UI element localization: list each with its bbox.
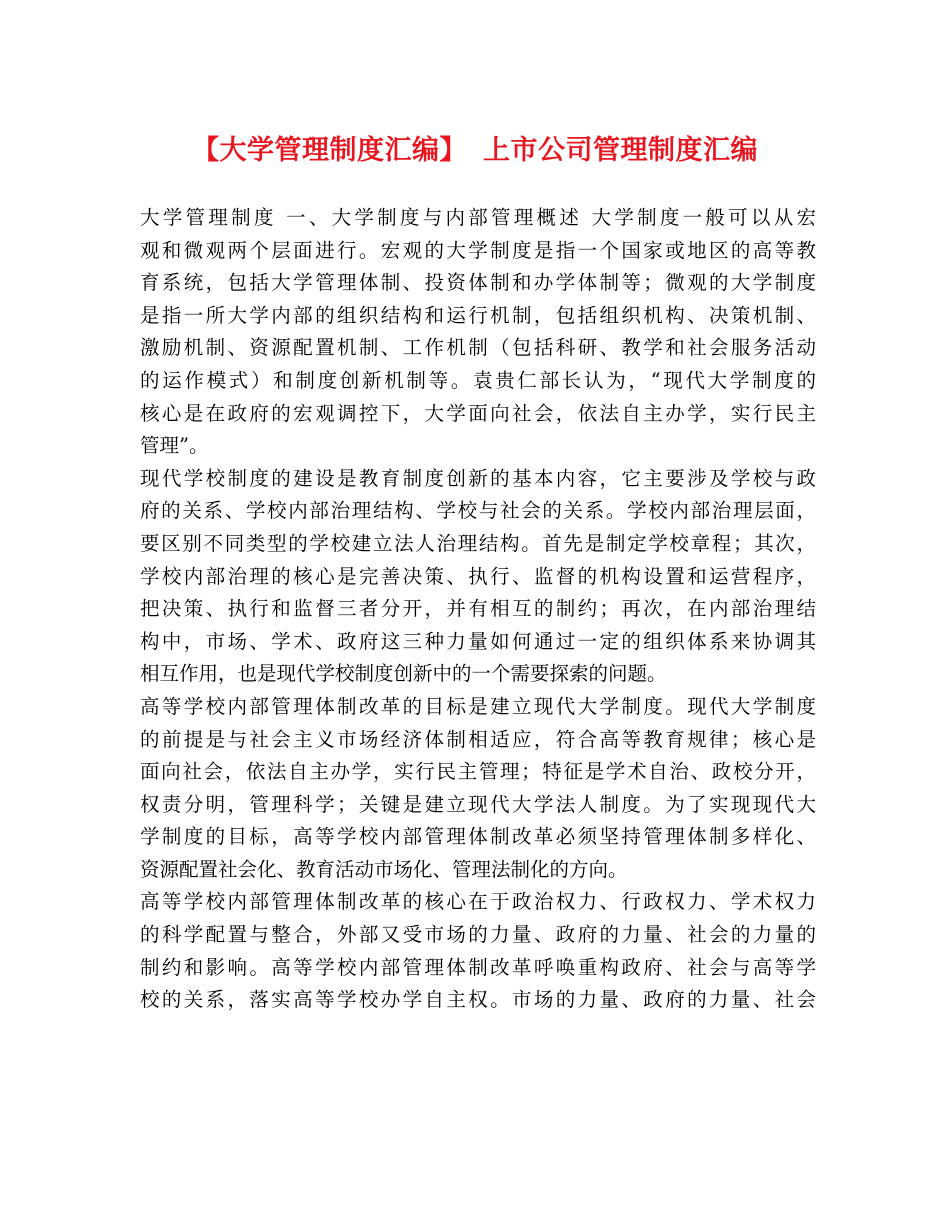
paragraph-4: [140, 886, 816, 1016]
text-line: 大学管理制度 一、大学制度与内部管理概述 大学制度一般可以从宏: [140, 206, 816, 229]
text-line: 要区别不同类型的学校建立法人治理结构。首先是制定学校章程；其次，: [140, 531, 816, 555]
text-line: 学校内部治理的核心是完善决策、执行、监督的机构设置和运营程序，: [140, 564, 816, 588]
paragraph-1: [140, 202, 816, 463]
text-line: 相互作用，也是现代学校制度创新中的一个需要探索的问题。: [140, 662, 667, 686]
text-line: 权责分明，管理科学；关键是建立现代大学法人制度。为了实现现代大: [140, 792, 816, 816]
text-line: 学制度的目标，高等学校内部管理体制改革必须坚持管理体制多样化、: [140, 825, 816, 849]
text-line: 高等学校内部管理体制改革的核心在于政治权力、行政权力、学术权力: [140, 890, 816, 914]
text-line: 核心是在政府的宏观调控下，大学面向社会，依法自主办学，实行民主: [140, 401, 816, 425]
document-title: [0, 128, 950, 167]
text-line: 构中，市场、学术、政府这三种力量如何通过一定的组织体系来协调其: [140, 629, 816, 653]
text-line: 府的关系、学校内部治理结构、学校与社会的关系。学校内部治理层面，: [140, 499, 816, 523]
text-line: 管理”。: [140, 434, 209, 458]
text-line: 的科学配置与整合，外部又受市场的力量、政府的力量、社会的力量的: [140, 923, 816, 947]
document-body: [140, 202, 816, 1017]
text-line: 观和微观两个层面进行。宏观的大学制度是指一个国家或地区的高等教: [140, 238, 816, 262]
paragraph-3: [140, 691, 816, 887]
text-line: 资源配置社会化、教育活动市场化、管理法制化的方向。: [140, 857, 628, 881]
text-line: 把决策、执行和监督三者分开，并有相互的制约；再次，在内部治理结: [140, 597, 816, 621]
text-line: 制约和影响。高等学校内部管理体制改革呼唤重构政府、社会与高等学: [140, 955, 816, 979]
text-line: 是指一所大学内部的组织结构和运行机制，包括组织机构、决策机制、: [140, 303, 816, 327]
text-line: 现代学校制度的建设是教育制度创新的基本内容，它主要涉及学校与政: [140, 466, 816, 490]
title-part-2: 上市公司管理制度汇编: [483, 135, 758, 166]
text-line: 校的关系，落实高等学校办学自主权。市场的力量、政府的力量、社会: [140, 988, 816, 1012]
text-line: 高等学校内部管理体制改革的目标是建立现代大学制度。现代大学制度: [140, 694, 816, 718]
paragraph-2: [140, 463, 816, 691]
text-line: 育系统，包括大学管理体制、投资体制和办学体制等；微观的大学制度: [140, 271, 816, 295]
title-part-1: 【大学管理制度汇编】: [192, 135, 467, 166]
text-line: 激励机制、资源配置机制、工作机制（包括科研、教学和社会服务活动: [140, 336, 816, 360]
text-line: 面向社会，依法自主办学，实行民主管理；特征是学术自治、政校分开，: [140, 760, 816, 784]
text-line: 的前提是与社会主义市场经济体制相适应，符合高等教育规律；核心是: [140, 727, 816, 751]
text-line: 的运作模式）和制度创新机制等。袁贵仁部长认为，“现代大学制度的: [140, 368, 816, 392]
